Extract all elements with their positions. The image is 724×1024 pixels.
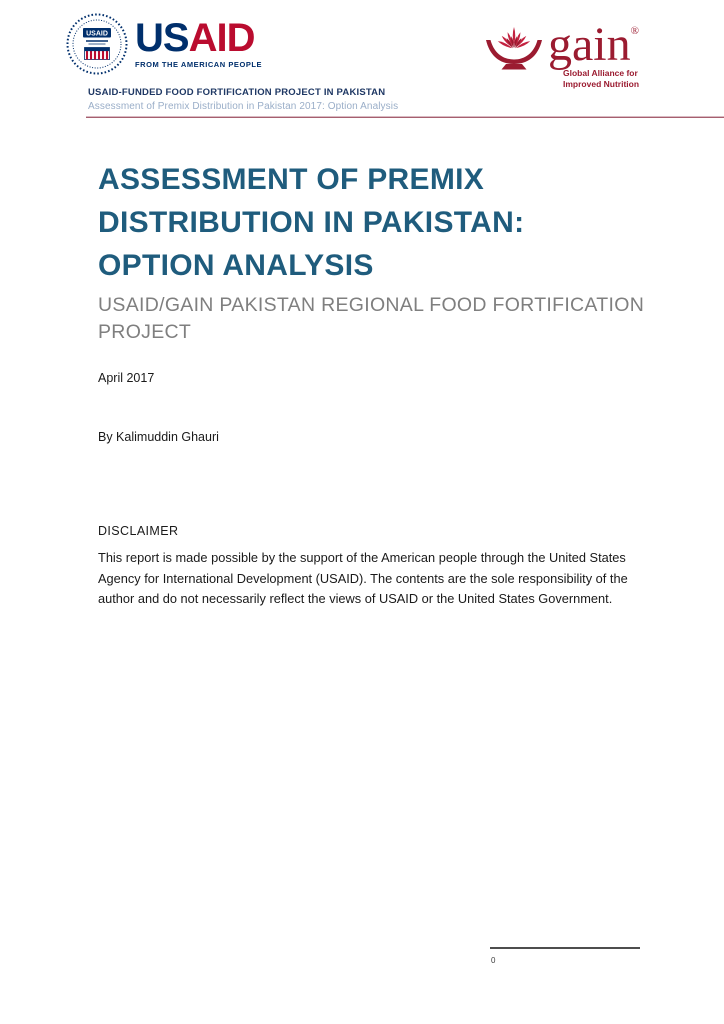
header-document-title: Assessment of Premix Distribution in Pakistan 2017: Option Analysis xyxy=(88,101,399,112)
footer-rule xyxy=(490,947,640,949)
usaid-seal-icon xyxy=(66,13,128,75)
gain-tagline xyxy=(548,68,639,90)
usaid-wordmark-us: US xyxy=(135,16,189,60)
document-subtitle-line1: USAID/GAIN PAKISTAN REGIONAL FOOD FORTIFICATION xyxy=(98,294,645,316)
running-header xyxy=(88,87,398,112)
gain-tagline-line2: Improved Nutrition xyxy=(563,79,640,89)
usaid-wordmark-aid: AID xyxy=(188,16,255,60)
document-title-line3: OPTION ANALYSIS xyxy=(98,249,374,282)
document-title-line2: DISTRIBUTION IN PAKISTAN: xyxy=(98,206,525,239)
publication-date: April 2017 xyxy=(98,371,155,385)
gain-trademark: ® xyxy=(630,25,639,37)
author-byline: By Kalimuddin Ghauri xyxy=(98,430,219,444)
usaid-seal-text: USAID xyxy=(86,30,108,38)
gain-logo xyxy=(484,11,639,90)
disclaimer-heading: DISCLAIMER xyxy=(98,524,179,538)
gain-tagline-line1: Global Alliance for xyxy=(563,68,638,78)
gain-wordmark-text: gain xyxy=(548,18,631,71)
usaid-wordmark xyxy=(135,16,262,60)
disclaimer-body: This report is made possible by the support of the American people through the United States Agency for International Development (USAID). The contents are the sole responsibility of the author and do not necessarily reflect the views of USAID or the United States Government. xyxy=(98,550,628,606)
document-subtitle-line2: PROJECT xyxy=(98,320,192,343)
usaid-tagline: FROM THE AMERICAN PEOPLE xyxy=(135,60,263,69)
gain-bowl-icon xyxy=(484,15,544,73)
header-project-title: USAID-FUNDED FOOD FORTIFICATION PROJECT IN PAKISTAN xyxy=(88,87,386,98)
usaid-logo xyxy=(66,13,262,75)
document-subtitle xyxy=(98,292,644,345)
document-title-line1: ASSESSMENT OF PREMIX xyxy=(98,163,485,196)
gain-wordmark xyxy=(548,11,639,71)
page-number: 0 xyxy=(491,956,496,965)
document-title xyxy=(98,158,524,287)
header-rule xyxy=(86,116,724,118)
